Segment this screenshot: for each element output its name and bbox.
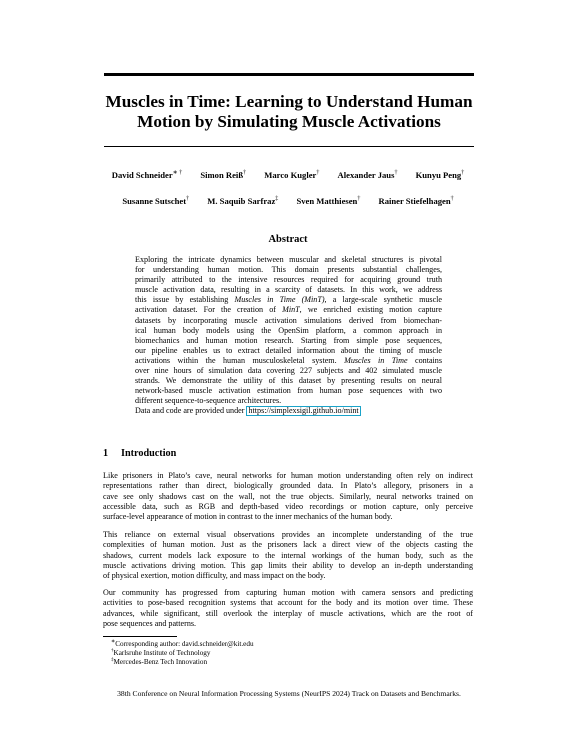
abstract-body (135, 255, 442, 417)
emphasis-muscles-in-time: Muscles in Time (344, 355, 408, 365)
paragraph-line: activities to pose-based recognition systems that account for the body and its motion over time. These (103, 598, 473, 608)
paragraph-line: advances, while significant, still overlook the interplay of muscle activations, which are the root of (103, 608, 473, 618)
section-heading-introduction (103, 448, 176, 459)
abstract-line: activations within the human musculoskeletal system. Muscles in Time contains (135, 355, 443, 365)
abstract-line: network-based muscle activation estimation from human pose sequences with two (135, 386, 442, 396)
paragraph-line: Our community has progressed from capturing human motion with camera sensors and predicting (103, 588, 473, 597)
paragraph-line: accessible data, such as RGB and depth-based video recordings or motion capture, only perceive (103, 501, 473, 511)
section-title: Introduction (121, 448, 177, 459)
author: Kunyu Peng† (415, 170, 465, 180)
abstract-line: over nine hours of simulation data covering 227 subjects and 402 simulated muscle (135, 366, 442, 376)
conference-note: 38th Conference on Neural Information Processing Systems (NeurIPS 2024) Track on Datasets and Benchmarks. (117, 689, 461, 698)
paragraph-line: shadows, current models lack exposure to the internal workings of the human body, such as the (103, 550, 473, 560)
author: Alexander Jaus† (337, 170, 398, 180)
footnote: †Karlsruhe Institute of Technology (111, 648, 211, 657)
author-list-row-2 (60, 196, 516, 206)
footnote: ‡Mercedes-Benz Tech Innovation (111, 657, 208, 666)
title-rule-top (104, 73, 474, 76)
footnote: ∗Corresponding author: david.schneider@kit.edu (111, 639, 254, 648)
abstract-line: datasets by incorporating muscle activation simulations derived from biomechan- (135, 315, 442, 325)
emphasis-mint-full: Muscles in Time (MinT) (234, 295, 325, 305)
abstract-line: this issue by establishing Muscles in Time (MinT), a large-scale synthetic muscle (135, 295, 443, 305)
footnote-rule (103, 636, 177, 637)
paragraph-line: surface-level appearance of motion in contrast to the inner mechanics of the human body. (103, 512, 393, 522)
emphasis-mint: MinT (282, 305, 300, 315)
paper-title (104, 92, 474, 132)
intro-paragraph-2 (103, 530, 473, 581)
author: Simon Reiß† (200, 170, 247, 180)
abstract-line: muscle activation data, resulting in a scarcity of datasets. In this work, we address (135, 285, 442, 295)
abstract-line: different sequence-to-sequence architectures. (135, 396, 282, 406)
paragraph-line: This reliance on external visual observations provides an incomplete understanding of the true (103, 530, 473, 539)
abstract-line: our pipeline enables us to extract detailed information about the timing of muscle (135, 345, 442, 355)
author: Rainer Stiefelhagen† (378, 196, 454, 206)
author: David Schneider∗ † (111, 170, 183, 180)
abstract-line: ical human body models using the OpenSim platform, a common approach in (135, 325, 442, 335)
section-number: 1 (103, 448, 109, 459)
paragraph-line: Like prisoners in Plato’s cave, neural networks for human motion understanding often rely on indirect (103, 471, 473, 480)
author: Sven Matthiesen† (296, 196, 361, 206)
project-link[interactable]: https://simplexsigil.github.io/mint (248, 406, 359, 416)
author: M. Saquib Sarfraz‡ (207, 196, 279, 206)
title-line-1: Muscles in Time: Learning to Understand Human (105, 92, 473, 111)
intro-paragraph-3 (103, 588, 473, 629)
paragraph-line: complexities of human motion. Just as the prisoners lack a direct view of the objects casting the (103, 540, 473, 550)
title-line-2: Motion by Simulating Muscle Activations (137, 112, 441, 131)
paragraph-line: cave see only shadows cast on the wall, not the true objects. Similarly, neural networks trained on (103, 491, 473, 501)
paragraph-line: representations rather than direct, biologically grounded data. In Plato’s allegory, prisoners in a (103, 481, 473, 491)
paragraph-line: muscle activations driving motion. This gap limits their ability to develop an in-depth understanding (103, 560, 473, 570)
code-availability-line: Data and code are provided under https://simplexsigil.github.io/mint (135, 406, 359, 416)
abstract-line: strands. We demonstrate the utility of this dataset by presenting results on neural (135, 376, 442, 386)
author: Marco Kugler† (264, 170, 320, 180)
abstract-line: Exploring the intricate dynamics between muscular and skeletal structures is pivotal (135, 255, 442, 264)
abstract-line: activation dataset. For the creation of MinT, we enriched existing motion capture (135, 305, 443, 315)
abstract-heading: Abstract (268, 234, 308, 245)
intro-paragraph-1 (103, 471, 473, 522)
title-rule-bottom (104, 146, 474, 147)
abstract-line: biomechanics and human motion research. Starting from simple pose sequences, (135, 335, 442, 345)
paragraph-line: pose sequences and patterns. (103, 618, 197, 628)
abstract-line: for understanding human motion. This domain presents substantial challenges, (135, 265, 442, 275)
paragraph-line: of physical exertion, motion difficulty, and mass impact on the body. (103, 571, 326, 581)
abstract-line: primarily attributed to the intensive resources required for acquiring ground truth (135, 275, 442, 285)
author-list-row-1 (60, 170, 516, 180)
author: Susanne Sutschet† (122, 196, 190, 206)
